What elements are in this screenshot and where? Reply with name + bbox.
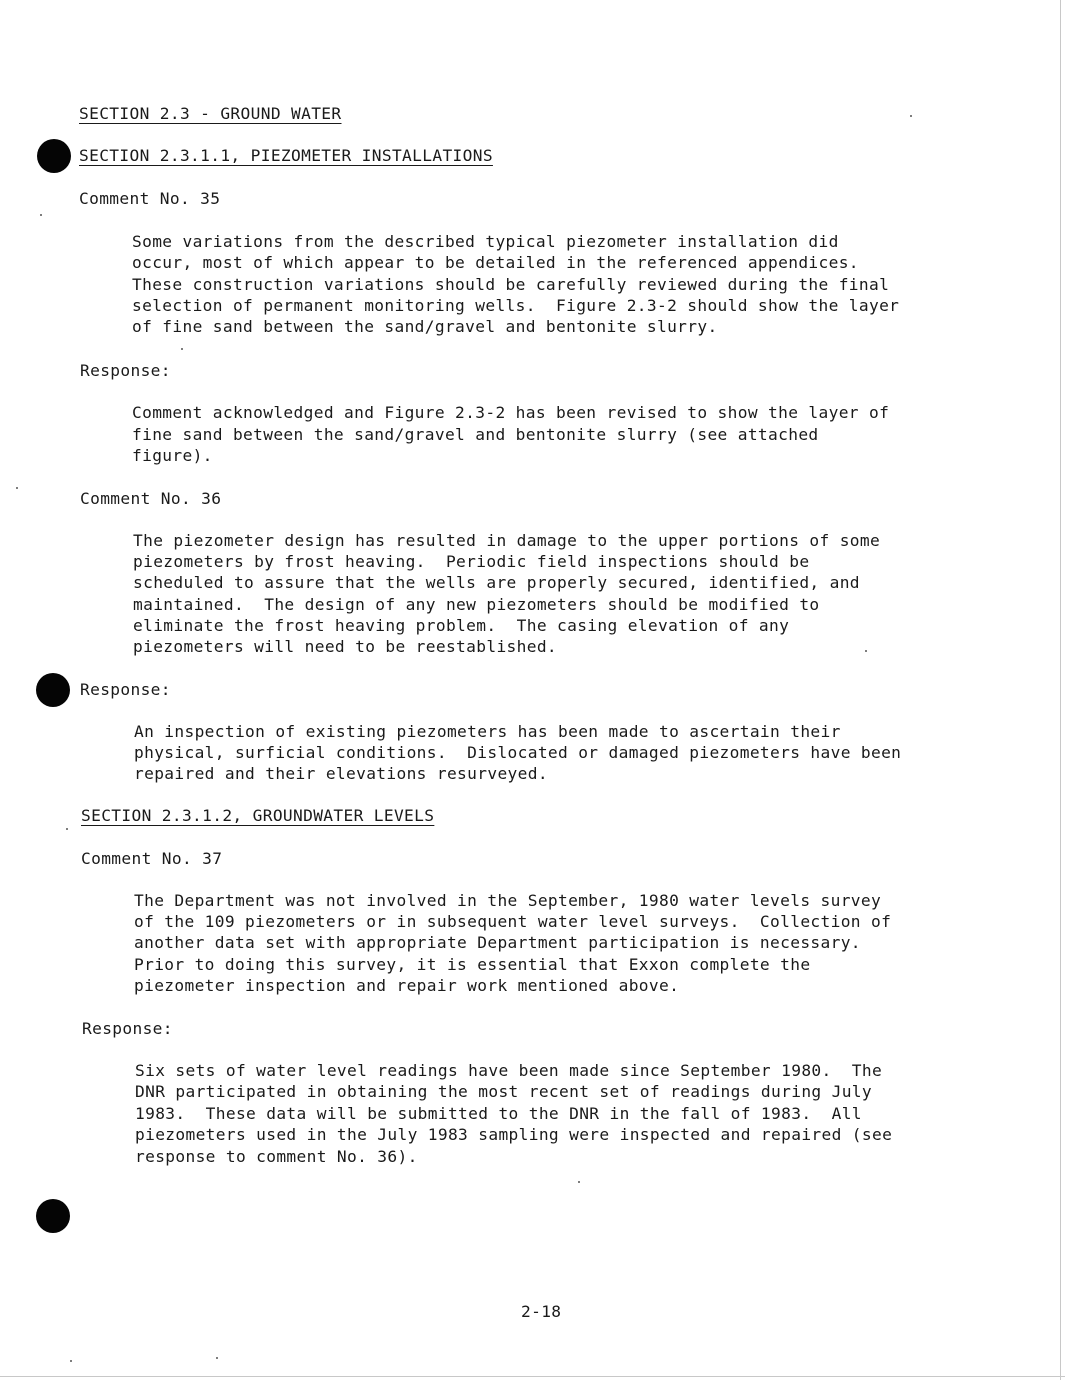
response-text-line: DNR participated in obtaining the most recent set of readings during July	[135, 1082, 872, 1101]
comment-text-line: piezometer inspection and repair work mentioned above.	[134, 976, 680, 995]
scan-speck	[40, 214, 42, 216]
comment-text-line: The Department was not involved in the September, 1980 water levels survey	[134, 891, 882, 910]
response-text-line: 1983. These data will be submitted to the DNR in the fall of 1983. All	[135, 1104, 862, 1123]
comment-text-line: maintained. The design of any new piezometers should be modified to	[133, 595, 820, 614]
response-label: Response:	[80, 680, 171, 699]
comment-text-line: The piezometer design has resulted in damage to the upper portions of some	[133, 531, 881, 550]
comment-text-line: Prior to doing this survey, it is essential that Exxon complete the	[134, 955, 811, 974]
scan-speck	[181, 348, 183, 350]
comment-text-line: These construction variations should be carefully reviewed during the final	[132, 275, 890, 294]
page-number: 2-18	[521, 1302, 562, 1321]
comment-label: Comment No. 37	[81, 849, 223, 868]
scan-speck	[216, 1357, 218, 1359]
response-text-line: fine sand between the sand/gravel and bentonite slurry (see attached	[132, 425, 819, 444]
response-text-line: Comment acknowledged and Figure 2.3-2 has been revised to show the layer of	[132, 403, 890, 422]
response-text-line: repaired and their elevations resurveyed.	[134, 764, 548, 783]
scan-speck	[578, 1181, 580, 1183]
scan-speck	[910, 115, 912, 117]
binder-hole-bottom	[36, 1199, 70, 1233]
response-text-line: An inspection of existing piezometers has been made to ascertain their	[134, 722, 841, 741]
section-heading-ground-water: SECTION 2.3 - GROUND WATER	[79, 104, 342, 123]
comment-text-line: piezometers by frost heaving. Periodic field inspections should be	[133, 552, 810, 571]
comment-text-line: scheduled to assure that the wells are properly secured, identified, and	[133, 573, 860, 592]
response-label: Response:	[80, 361, 171, 380]
comment-text-line: occur, most of which appear to be detailed in the referenced appendices.	[132, 253, 859, 272]
binder-hole-middle	[36, 673, 70, 707]
comment-text-line: eliminate the frost heaving problem. The casing elevation of any	[133, 616, 790, 635]
comment-text-line: another data set with appropriate Department participation is necessary.	[134, 933, 861, 952]
scan-speck	[865, 650, 867, 652]
comment-text-line: piezometers will need to be reestablished.	[133, 637, 558, 656]
scan-speck	[66, 828, 68, 830]
response-text-line: piezometers used in the July 1983 sampling were inspected and repaired (see	[135, 1125, 893, 1144]
comment-text-line: Some variations from the described typical piezometer installation did	[132, 232, 839, 251]
comment-label: Comment No. 36	[80, 489, 222, 508]
section-heading-piezometer-installations: SECTION 2.3.1.1, PIEZOMETER INSTALLATIONS	[79, 146, 493, 165]
section-heading-groundwater-levels: SECTION 2.3.1.2, GROUNDWATER LEVELS	[81, 806, 435, 825]
comment-text-line: of fine sand between the sand/gravel and bentonite slurry.	[132, 317, 718, 336]
scan-speck	[16, 487, 18, 489]
response-text-line: response to comment No. 36).	[135, 1147, 418, 1166]
page-right-edge	[1060, 0, 1061, 1380]
response-text-line: physical, surficial conditions. Dislocated or damaged piezometers have been	[134, 743, 902, 762]
comment-label: Comment No. 35	[79, 189, 221, 208]
response-text-line: Six sets of water level readings have been made since September 1980. The	[135, 1061, 883, 1080]
response-text-line: figure).	[132, 446, 213, 465]
response-label: Response:	[82, 1019, 173, 1038]
comment-text-line: selection of permanent monitoring wells. Figure 2.3-2 should show the layer	[132, 296, 900, 315]
comment-text-line: of the 109 piezometers or in subsequent water level surveys. Collection of	[134, 912, 892, 931]
page-bottom-edge	[0, 1376, 1065, 1377]
scan-speck	[70, 1360, 72, 1362]
binder-hole-top	[37, 139, 71, 173]
